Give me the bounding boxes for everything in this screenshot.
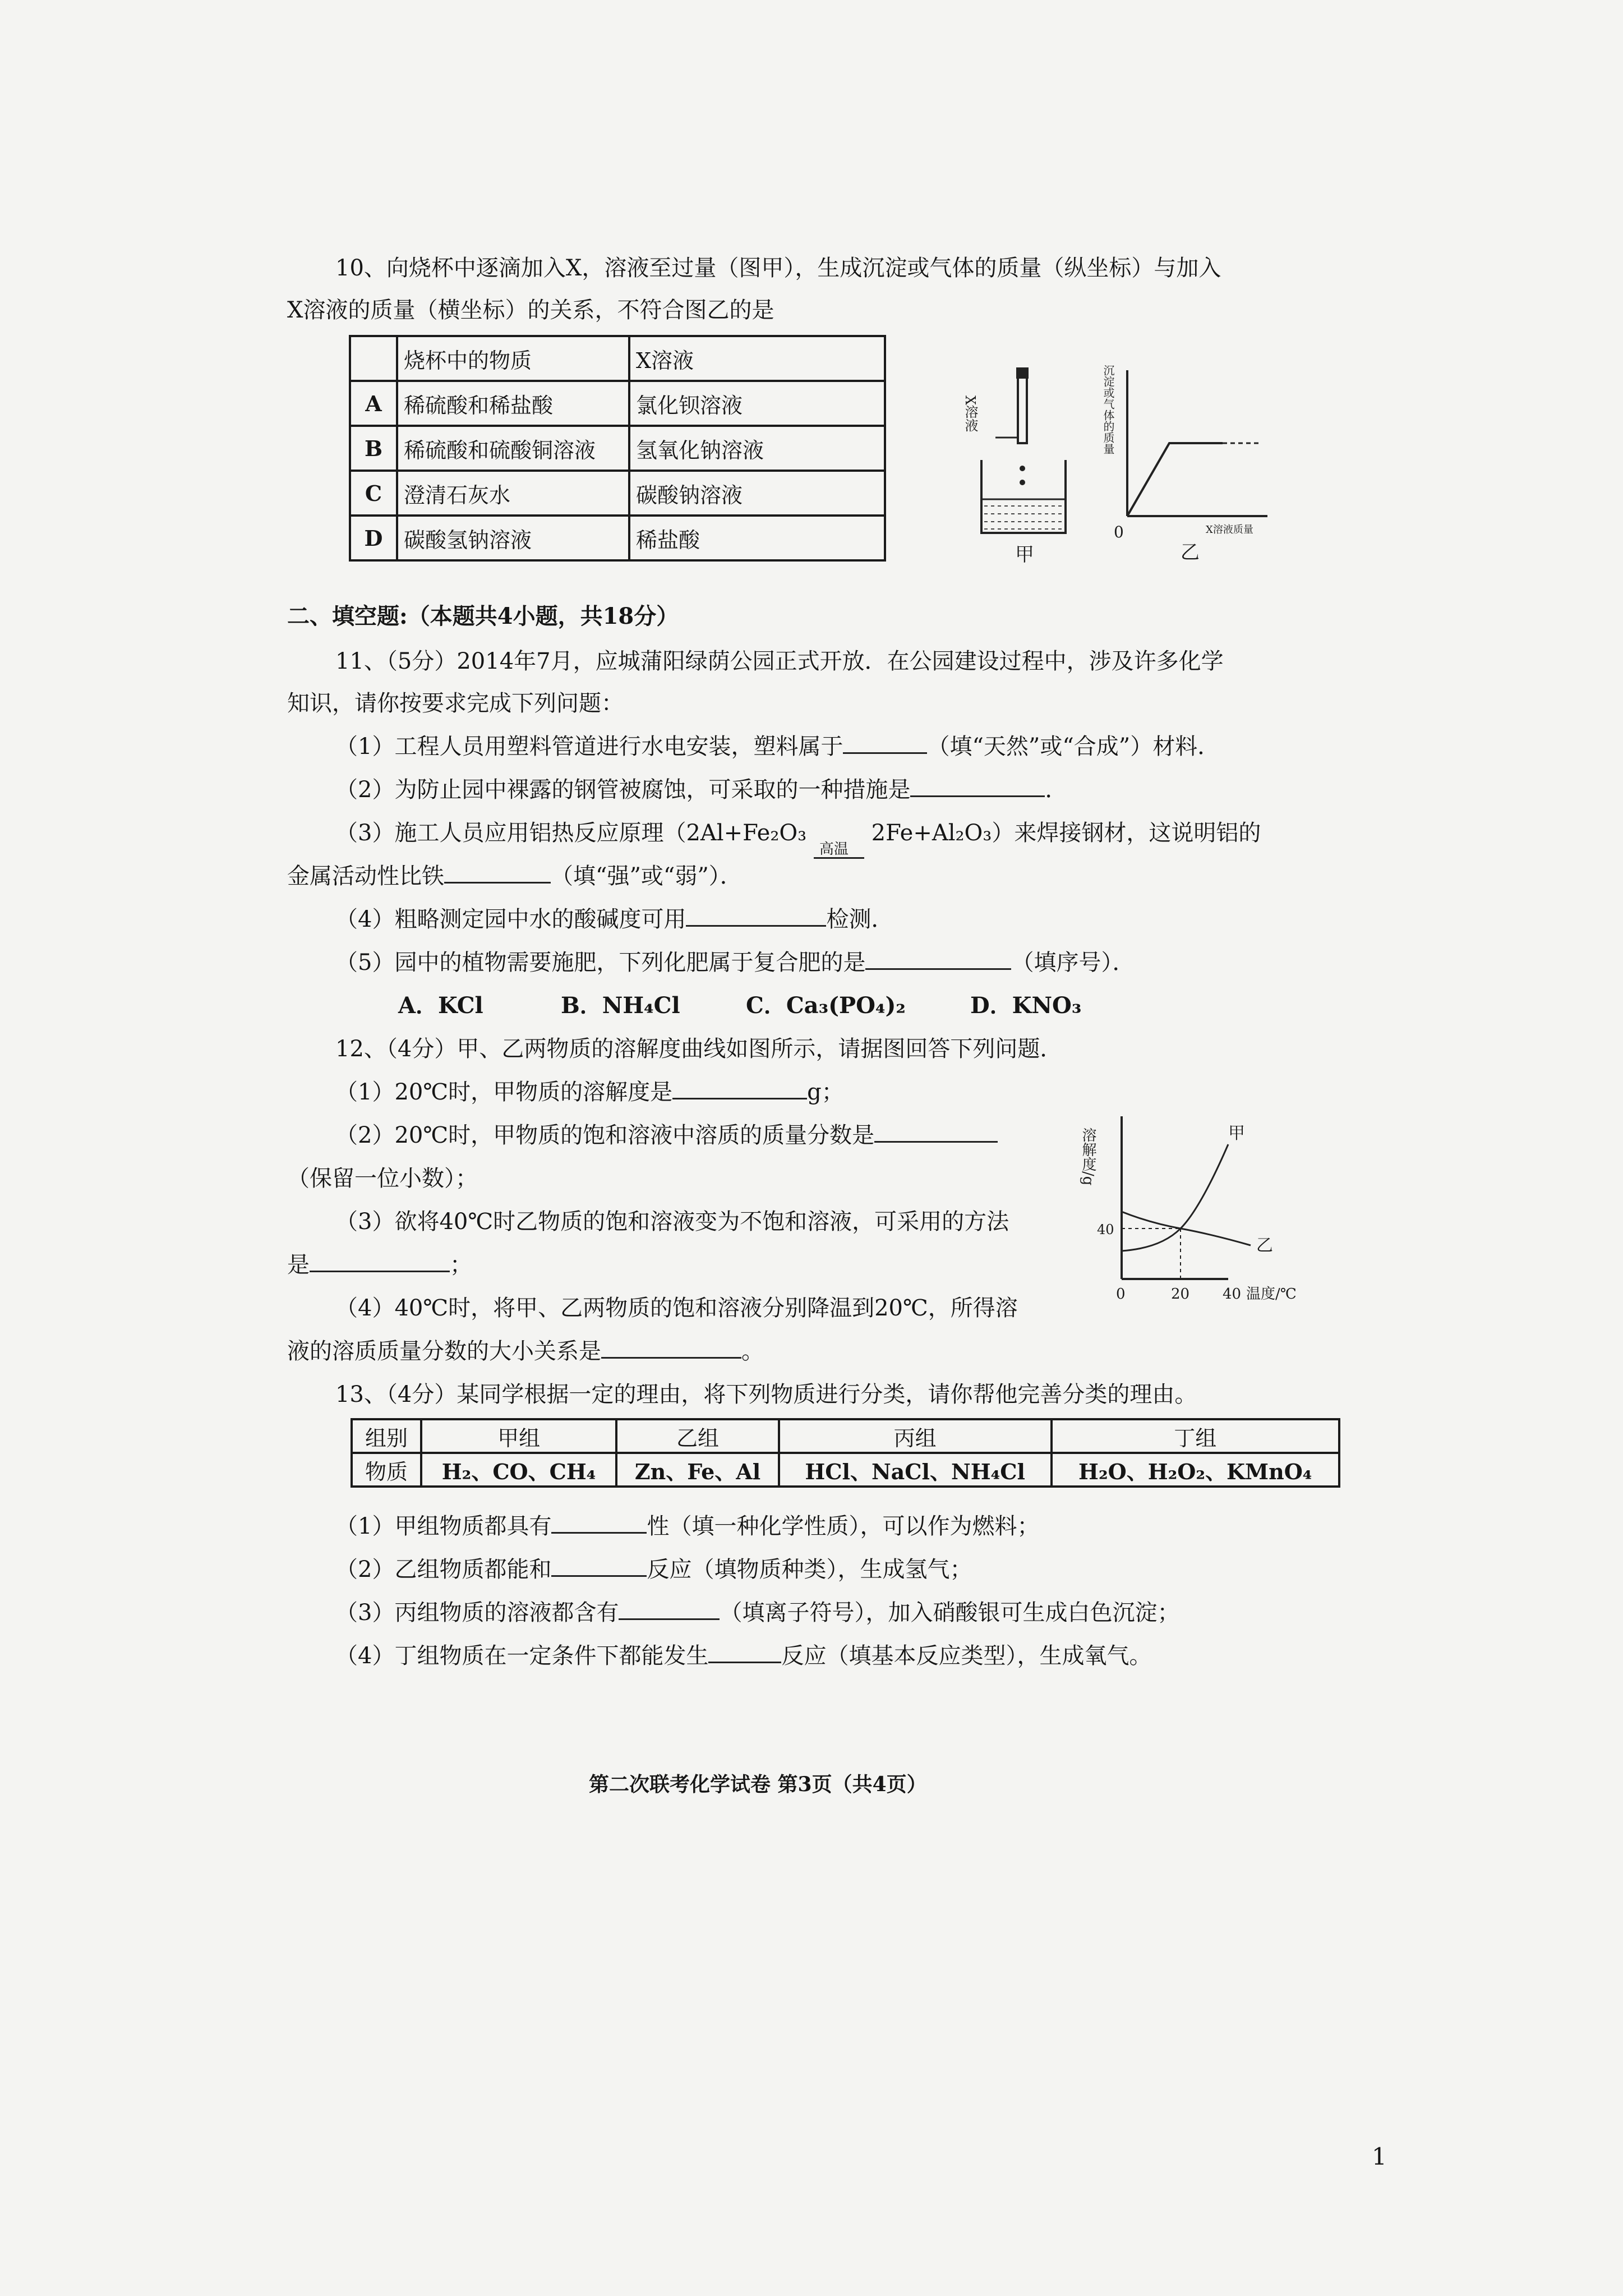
q11-part4: [335, 905, 893, 934]
option-letter: C: [350, 471, 397, 516]
question-text: ．: [1045, 777, 1068, 803]
table-cell: 物质: [352, 1453, 421, 1487]
question-text: （1）20℃时，甲物质的溶解度是: [335, 1079, 673, 1105]
answer-blank[interactable]: [672, 1079, 807, 1099]
question-text: （4）粗略测定园中水的酸碱度可用: [335, 907, 686, 932]
q13-stem: 13、（4分）某同学根据一定的理由，将下列物质进行分类，请你帮他完善分类的理由。: [335, 1382, 1197, 1407]
reaction-condition: 高温: [819, 841, 849, 858]
table-cell: 氢氧化钠溶液: [629, 426, 885, 471]
q11-stem-line2: 知识，请你按要求完成下列问题：: [287, 691, 624, 716]
question-text: （2）20℃时，甲物质的饱和溶液中溶质的质量分数是: [335, 1122, 875, 1148]
q12-part4-cont: [287, 1337, 764, 1366]
beaker-dropper-figure: [962, 365, 1094, 578]
solubility-chart: [1080, 1111, 1340, 1318]
q12-part2-cont: （保留一位小数）；: [287, 1166, 478, 1191]
mass-graph-figure: [1099, 359, 1279, 572]
series-label-jia: 甲: [1228, 1124, 1245, 1143]
question-text: （4）丁组物质在一定条件下都能发生: [335, 1643, 709, 1669]
table-cell: H₂、CO、CH₄: [421, 1453, 616, 1487]
q10-stem-line1: 10、向烧杯中逐滴加入X，溶液至过量（图甲），生成沉淀或气体的质量（纵坐标）与加入: [335, 255, 1221, 281]
q13-part4: [335, 1641, 1151, 1671]
table-row: [350, 426, 885, 471]
series-label-yi: 乙: [1256, 1236, 1273, 1255]
liquid-hatching: [984, 506, 1063, 529]
table-cell: 碳酸钠溶液: [629, 471, 885, 516]
x-tick-0: 0: [1116, 1286, 1126, 1303]
table-cell: 氯化钡溶液: [629, 381, 885, 426]
question-text: 液的溶质质量分数的大小关系是: [287, 1338, 601, 1364]
answer-blank[interactable]: [444, 863, 551, 884]
question-text: 反应（填基本反应类型），生成氧气。: [781, 1643, 1152, 1669]
table-cell: 甲组: [421, 1419, 616, 1453]
table-header-cell: 烧杯中的物质: [397, 336, 629, 381]
q10-stem-line2: X溶液的质量（横坐标）的关系，不符合图乙的是: [287, 297, 774, 323]
question-text: 2Fe+Al₂O₃）来焊接钢材，这说明铝的: [871, 820, 1261, 846]
page-number: 1: [1372, 2143, 1387, 2170]
chart-xlabel: 温度/℃: [1246, 1286, 1297, 1303]
q12-part3: （3）欲将40℃时乙物质的饱和溶液变为不饱和溶液，可采用的方法: [335, 1209, 1009, 1235]
chart-ylabel: 溶解度/g: [1080, 1128, 1096, 1186]
figure-caption: 乙: [1181, 541, 1200, 564]
question-text: （1）工程人员用塑料管道进行水电安装，塑料属于: [335, 734, 843, 760]
q11-option-a: A．KCl: [398, 992, 483, 1019]
answer-blank[interactable]: [910, 776, 1045, 797]
question-text: （3）丙组物质的溶液都含有: [335, 1600, 619, 1626]
question-text: 是: [287, 1252, 310, 1278]
curve-yi: [1122, 1212, 1251, 1245]
table-cell: 澄清石灰水: [397, 471, 629, 516]
dropper-tube: [1018, 376, 1027, 443]
drop-icon: [1020, 466, 1025, 471]
question-text: （3）施工人员应用铝热反应原理（2Al+Fe₂O₃: [335, 820, 807, 846]
table-cell: 碳酸氢钠溶液: [397, 516, 629, 560]
answer-blank[interactable]: [686, 906, 826, 927]
question-text: g；: [807, 1079, 844, 1105]
table-row: [350, 336, 885, 381]
q11-part5: [335, 948, 1135, 977]
answer-blank[interactable]: [310, 1251, 450, 1272]
dropper-label: X溶液: [962, 395, 978, 432]
graph-ylabel: 沉淀或气体的质量: [1101, 365, 1115, 454]
q12-part2: [335, 1121, 998, 1150]
graph-origin: 0: [1114, 523, 1124, 541]
q12-part1: [335, 1078, 844, 1107]
option-letter: D: [350, 516, 397, 560]
table-cell: 丙组: [779, 1419, 1052, 1453]
question-text: （2）为防止园中裸露的钢管被腐蚀，可采取的一种措施是: [335, 777, 911, 803]
question-text: ；: [450, 1252, 472, 1278]
answer-blank[interactable]: [843, 733, 927, 754]
figure-caption: 甲: [1015, 544, 1034, 566]
question-text: （填“天然”或“合成”）材料．: [927, 734, 1220, 760]
q13-classification-table: [351, 1418, 1340, 1488]
q11-part1: [335, 732, 1220, 761]
table-cell: [350, 336, 397, 381]
q11-option-d: D．KNO₃: [970, 992, 1082, 1019]
q13-part1: [335, 1512, 1039, 1541]
question-text: 。: [741, 1338, 764, 1364]
table-row: [352, 1419, 1339, 1453]
table-cell: Zn、Fe、Al: [616, 1453, 779, 1487]
section-title: 二、填空题:（本题共4小题，共18分）: [287, 603, 679, 629]
table-header-cell: X溶液: [629, 336, 885, 381]
drop-icon: [1020, 480, 1025, 485]
question-text: （填“强”或“弱”）．: [551, 863, 743, 889]
question-text: （填离子符号），加入硝酸银可生成白色沉淀；: [720, 1600, 1180, 1626]
q12-part3-cont: [287, 1250, 472, 1280]
option-letter: A: [350, 381, 397, 426]
x-tick-20: 20: [1171, 1286, 1190, 1303]
table-row: [350, 516, 885, 560]
question-text: （5）园中的植物需要施肥，下列化肥属于复合肥的是: [335, 950, 866, 976]
answer-blank[interactable]: [865, 949, 1011, 970]
x-tick-40: 40: [1223, 1286, 1242, 1303]
q11-part2: [335, 775, 1067, 804]
option-letter: B: [350, 426, 397, 471]
table-cell: 乙组: [616, 1419, 779, 1453]
table-row: [352, 1453, 1339, 1487]
page-footer: 第二次联考化学试卷 第3页（共4页）: [589, 1773, 927, 1796]
q11-part3-cont: [287, 862, 743, 891]
table-cell: 稀硫酸和稀盐酸: [397, 381, 629, 426]
mass-curve: [1127, 443, 1223, 516]
answer-blank[interactable]: [874, 1122, 998, 1143]
q11-option-c: C．Ca₃(PO₄)₂: [746, 992, 906, 1019]
y-tick-40: 40: [1097, 1222, 1114, 1237]
q13-part3: [335, 1598, 1179, 1627]
table-cell: 丁组: [1052, 1419, 1339, 1453]
question-text: （2）乙组物质都能和: [335, 1557, 552, 1582]
q12-stem: 12、（4分）甲、乙两物质的溶解度曲线如图所示，请据图回答下列问题．: [335, 1036, 1063, 1062]
table-cell: HCl、NaCl、NH₄Cl: [779, 1453, 1052, 1487]
table-cell: 稀硫酸和硫酸铜溶液: [397, 426, 629, 471]
q11-option-b: B．NH₄Cl: [561, 992, 680, 1019]
answer-blank[interactable]: [601, 1338, 741, 1359]
question-text: （填序号）．: [1011, 950, 1135, 976]
question-text: 性（填一种化学性质），可以作为燃料；: [647, 1513, 1040, 1539]
table-row: [350, 381, 885, 426]
question-text: 反应（填物质种类），生成氢气；: [647, 1557, 972, 1582]
question-text: 金属活动性比铁: [287, 863, 444, 889]
q11-stem-line1: 11、（5分）2014年7月，应城蒲阳绿荫公园正式开放．在公园建设过程中，涉及许多化学: [335, 648, 1224, 674]
answer-blank[interactable]: [708, 1642, 781, 1663]
answer-blank[interactable]: [619, 1599, 720, 1620]
table-cell: 稀盐酸: [629, 516, 885, 560]
q11-part3: [335, 818, 1261, 858]
answer-blank[interactable]: [551, 1556, 647, 1577]
table-cell: 组别: [352, 1419, 421, 1453]
table-row: [350, 471, 885, 516]
table-cell: H₂O、H₂O₂、KMnO₄: [1052, 1453, 1339, 1487]
q12-part4: （4）40℃时，将甲、乙两物质的饱和溶液分别降温到20℃，所得溶: [335, 1295, 1018, 1321]
q13-part2: [335, 1555, 972, 1584]
question-text: （1）甲组物质都具有: [335, 1513, 552, 1539]
answer-blank[interactable]: [551, 1513, 647, 1534]
q10-options-table: [349, 335, 886, 562]
question-text: 检测．: [826, 907, 894, 932]
graph-xlabel: X溶液质量: [1206, 524, 1253, 536]
dropper-bulb: [1016, 367, 1029, 379]
